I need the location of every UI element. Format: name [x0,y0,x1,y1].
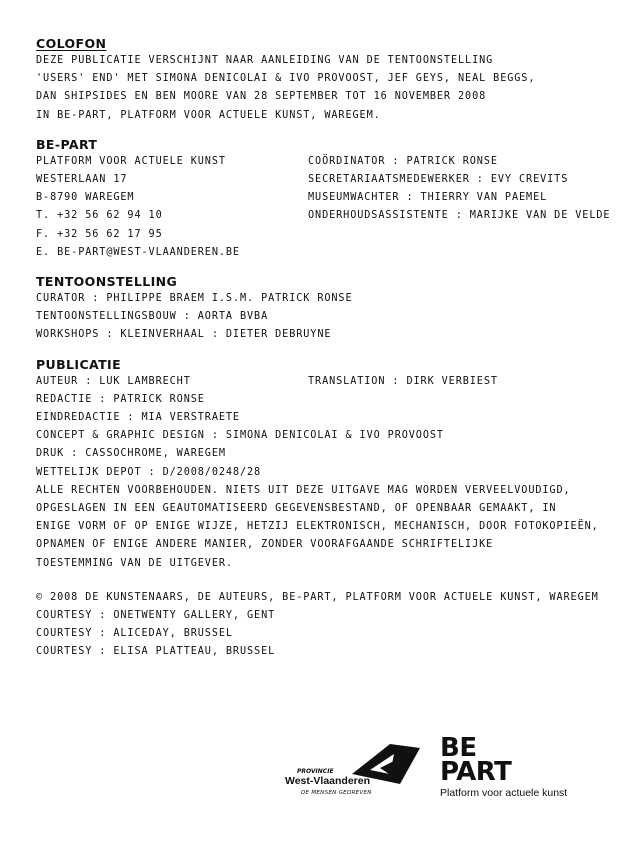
publicatie-auteur: AUTEUR : LUK LAMBRECHT [36,375,191,387]
publicatie-line: CONCEPT & GRAPHIC DESIGN : SIMONA DENICOLAI & IVO PROVOOST [36,430,444,442]
courtesy-line: COURTESY : ELISA PLATTEAU, BRUSSEL [36,646,276,658]
bepart-fax: F. +32 56 62 17 95 [36,228,163,240]
courtesy-line: COURTESY : ONETWENTY GALLERY, GENT [36,609,276,621]
publicatie-line: WETTELIJK DEPOT : D/2008/0248/28 [36,466,262,478]
publicatie-heading: PUBLICATIE [36,356,122,372]
publicatie-rights-line: ENIGE VORM OF OP ENIGE WIJZE, HETZIJ ELEKTRONISCH, MECHANISCH, DOOR FOTOKOPIEËN, [36,521,599,533]
bepart-row [36,244,596,262]
bepart-heading: BE-PART [36,136,98,152]
bepart-staff-line: SECRETARIAATSMEDEWERKER : EVY CREVITS [308,174,569,185]
bepart-logo-be: BE [440,733,477,763]
courtesy-line: COURTESY : ALICEDAY, BRUSSEL [36,628,233,640]
colofon-line: IN BE-PART, PLATFORM VOOR ACTUELE KUNST, WAREGEM. [36,109,381,121]
publicatie-line: DRUK : CASSOCHROME, WAREGEM [36,448,226,460]
colofon-section [36,36,596,125]
publicatie-section [36,356,599,573]
wv-tagline: DE MENSEN GEDREVEN [301,790,372,796]
publicatie-rights-line: TOESTEMMING VAN DE UITGEVER. [36,557,233,569]
publicatie-row [36,373,596,391]
bepart-address-line: PLATFORM VOOR ACTUELE KUNST [36,155,226,167]
bepart-row [36,226,596,244]
wv-provincie-label: PROVINCIE [297,768,334,775]
colofon-line: 'USERS' END' MET SIMONA DENICOLAI & IVO PROVOOST, JEF GEYS, NEAL BEGGS, [36,73,536,85]
bepart-logo [440,733,610,806]
colofon-page [36,36,611,674]
publicatie-line: EINDREDACTIE : MIA VERSTRAETE [36,411,240,423]
bepart-phone: T. +32 56 62 94 10 [36,210,163,222]
tentoonstelling-line: WORKSHOPS : KLEINVERHAAL : DIETER DEBRUYNE [36,329,332,341]
colofon-heading: COLOFON [36,36,107,51]
publicatie-rights-line: OPGESLAGEN IN EEN GEAUTOMATISEERD GEGEVENSBESTAND, OF OPENBAAR GEMAAKT, IN [36,502,557,514]
bepart-row [36,189,596,207]
publicatie-rights-line: OPNAMEN OF ENIGE ANDERE MANIER, ZONDER VOORAFGAANDE SCHRIFTELIJKE [36,539,494,551]
tentoonstelling-line: CURATOR : PHILIPPE BRAEM I.S.M. PATRICK RONSE [36,292,353,304]
bepart-email: E. BE-PART@WEST-VLAANDEREN.BE [36,246,240,258]
bepart-staff-line: COÖRDINATOR : PATRICK RONSE [308,155,498,167]
tentoonstelling-heading: TENTOONSTELLING [36,273,178,289]
bepart-logo-part: PART [440,757,512,787]
colofon-line: DAN SHIPSIDES EN BEN MOORE VAN 28 SEPTEMBER TOT 16 NOVEMBER 2008 [36,91,487,103]
bepart-address-line: WESTERLAAN 17 [36,174,128,185]
tentoonstelling-line: TENTOONSTELLINGSBOUW : AORTA BVBA [36,311,269,323]
publicatie-translation: TRANSLATION : DIRK VERBIEST [308,375,498,387]
bepart-row [36,171,596,189]
bepart-staff-line: MUSEUMWACHTER : THIERRY VAN PAEMEL [308,192,548,204]
wv-name: West-Vlaanderen [285,775,370,787]
bepart-section [36,136,611,262]
bepart-staff-line: ONDERHOUDSASSISTENTE : MARIJKE VAN DE VELDE [308,210,611,222]
credits-section [36,589,599,662]
bepart-row [36,153,596,171]
colofon-line: DEZE PUBLICATIE VERSCHIJNT NAAR AANLEIDING VAN DE TENTOONSTELLING [36,55,494,66]
bepart-logo-tagline: Platform voor actuele kunst [440,787,568,799]
west-vlaanderen-logo [285,740,425,800]
bepart-address-line: B-8790 WAREGEM [36,192,135,204]
tentoonstelling-section [36,274,596,345]
publicatie-rights-line: ALLE RECHTEN VOORBEHOUDEN. NIETS UIT DEZE UITGAVE MAG WORDEN VERVEELVOUDIGD, [36,484,571,496]
publicatie-line: REDACTIE : PATRICK RONSE [36,393,205,405]
copyright-line: © 2008 DE KUNSTENAARS, DE AUTEURS, BE-PART, PLATFORM VOOR ACTUELE KUNST, WAREGEM [36,591,599,603]
bepart-row [36,207,611,225]
